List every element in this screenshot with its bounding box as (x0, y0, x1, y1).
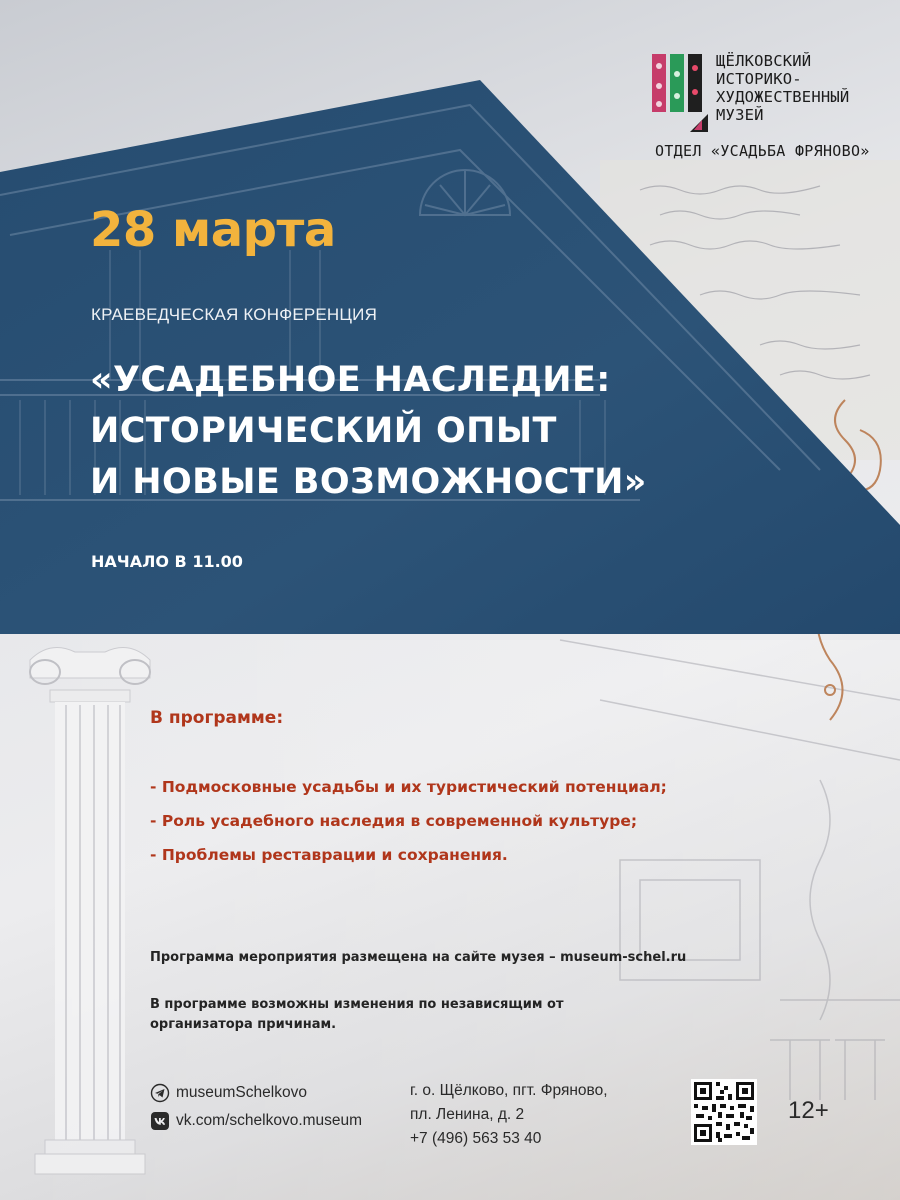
phone-number: +7 (496) 563 53 40 (410, 1130, 542, 1147)
vk-icon (150, 1111, 170, 1131)
museum-name: ЩЁЛКОВСКИЙ ИСТОРИКО- ХУДОЖЕСТВЕННЫЙ МУЗЕЙ (716, 52, 850, 124)
telegram-link[interactable] (150, 1079, 362, 1107)
museum-department: ОТДЕЛ «УСАДЬБА ФРЯНОВО» (655, 142, 870, 160)
address-line: пл. Ленина, д. 2 (410, 1106, 525, 1123)
event-kind: КРАЕВЕДЧЕСКАЯ КОНФЕРЕНЦИЯ (91, 305, 378, 324)
vk-url: vk.com/schelkovo.museum (176, 1112, 363, 1129)
program-list (150, 770, 667, 872)
program-heading: В программе: (150, 708, 284, 728)
social-contacts (150, 1079, 362, 1135)
event-date: 28 марта (90, 202, 336, 258)
event-title-line: «УСАДЕБНОЕ НАСЛЕДИЕ: (90, 360, 611, 400)
start-time: НАЧАЛО В 11.00 (91, 552, 243, 571)
event-title-line: И НОВЫЕ ВОЗМОЖНОСТИ» (90, 462, 647, 502)
museum-logo-icon (650, 52, 710, 132)
telegram-handle: museumSchelkovo (176, 1084, 307, 1101)
program-site-note: Программа мероприятия размещена на сайте музея – museum-schel.ru (150, 950, 687, 965)
age-rating: 12+ (788, 1097, 829, 1124)
program-item: - Проблемы реставрации и сохранения. (150, 846, 508, 864)
vk-link[interactable] (150, 1107, 362, 1135)
changes-note: В программе возможны изменения по независящим от организатора причинам. (150, 997, 564, 1032)
qr-code-icon[interactable] (691, 1079, 757, 1145)
event-title-line: ИСТОРИЧЕСКИЙ ОПЫТ (90, 411, 557, 451)
address-line: г. о. Щёлково, пгт. Фряново, (410, 1082, 608, 1099)
program-item: - Роль усадебного наследия в современной культуре; (150, 812, 638, 830)
event-title (90, 355, 647, 508)
program-item: - Подмосковные усадьбы и их туристический потенциал; (150, 778, 667, 796)
address-block (410, 1079, 608, 1151)
telegram-icon (150, 1083, 170, 1103)
